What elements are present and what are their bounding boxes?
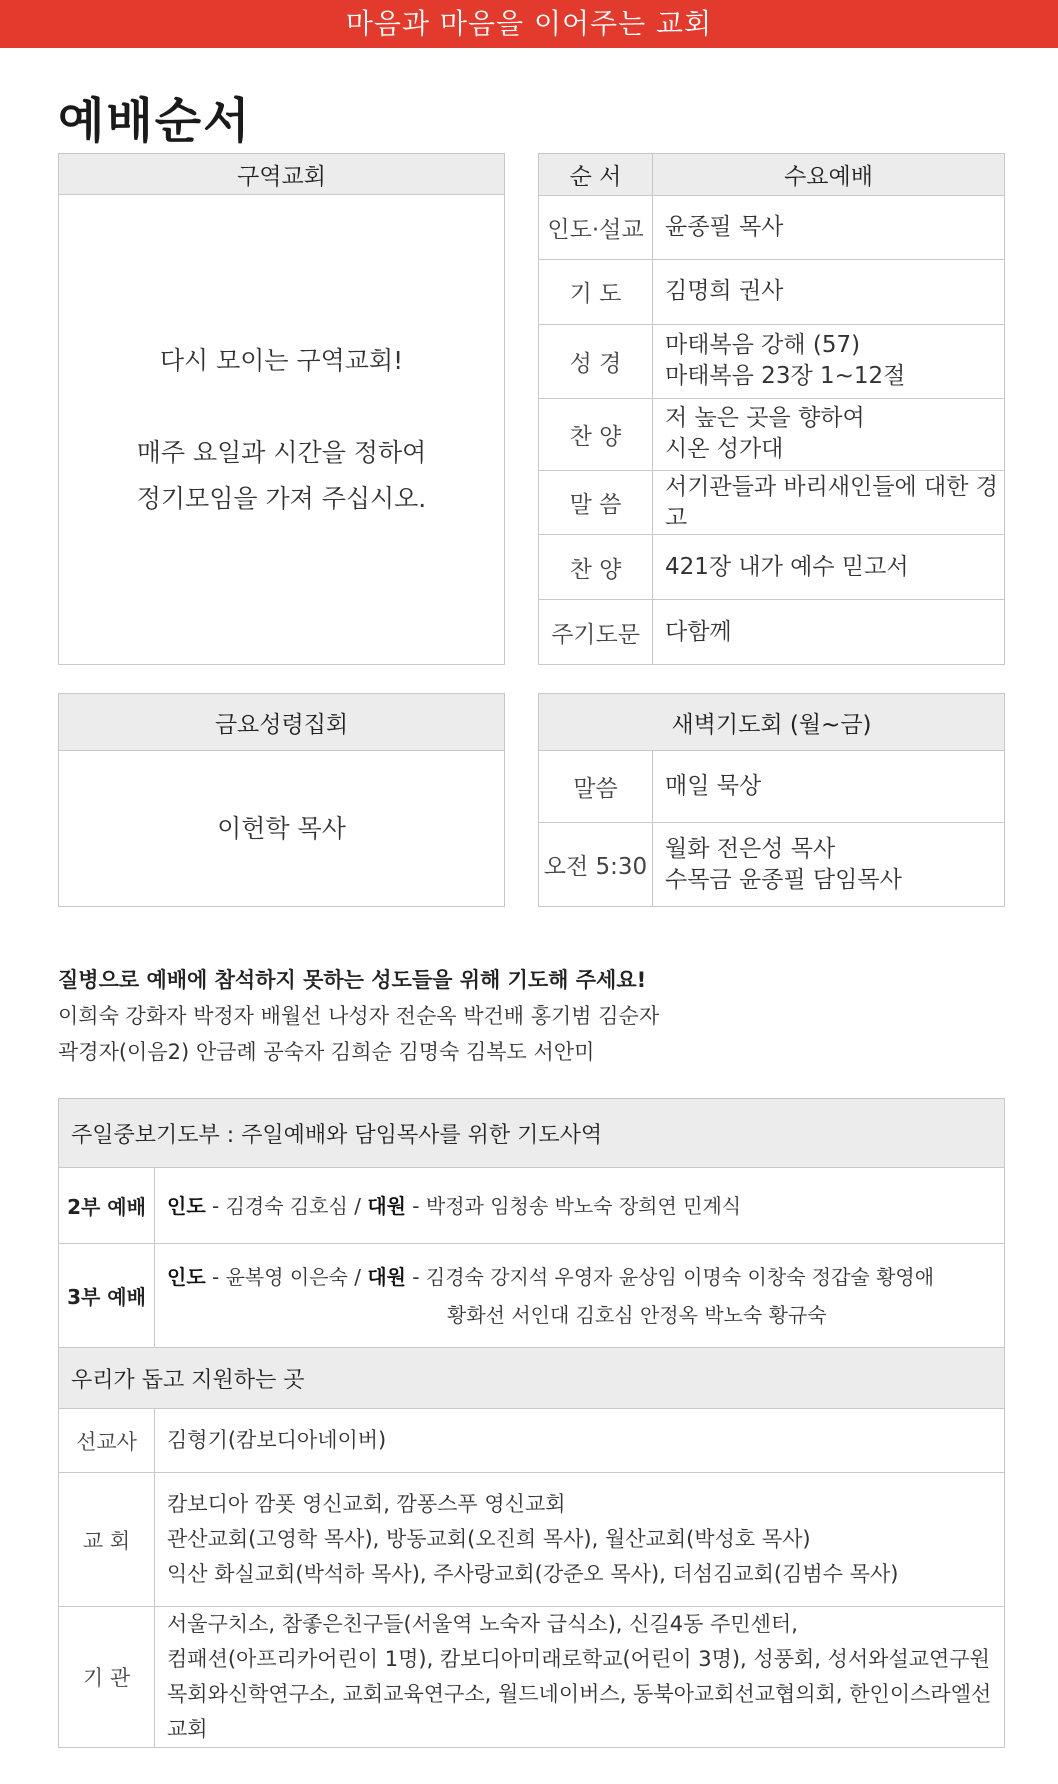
page-title: 예배순서 [58,93,252,149]
dawn-header: 새벽기도회 (월~금) [539,694,1005,751]
dawn-label: 말씀 [539,751,653,823]
order-value: 마태복음 강해 (57) 마태복음 23장 1~12절 [653,324,1005,398]
district-line-2: 매주 요일과 시간을 정하여 [136,437,427,467]
support-list: 서울구치소, 참좋은친구들(서울역 노숙자 급식소), 신길4동 주민센터, 컴패션(아프리카어린이 1명), 캄보디아미래로학교(어린이 3명), 성풍회, 성서와설교연구원 목회와신학연구소, 교회교육연구소, 월드네이버스, 동북아교회선교협의회, 한인이스라엘선교회 [155,1607,1005,1748]
dawn-label: 오전 5:30 [539,823,653,907]
district-church-body [59,195,505,665]
service-label: 3부 예배 [59,1244,155,1348]
order-value: 서기관들과 바리새인들에 대한 경고 [653,470,1005,535]
support-label: 기 관 [59,1607,155,1748]
wednesday-service-table [538,153,1005,665]
friday-service-table [58,693,505,907]
dawn-value: 매일 묵상 [653,751,1005,823]
order-value: 다함께 [653,600,1005,665]
order-label: 성 경 [539,324,653,398]
order-label: 말 씀 [539,470,653,535]
service-members: 인도 - 윤복영 이은숙 / 대원 - 김경숙 강지석 우영자 윤상임 이명숙 이창숙 정갑술 황영애 황화선 서인대 김호심 안정옥 박노숙 황규숙 [155,1244,1005,1348]
ministry-table [58,1098,1005,1748]
district-line-3: 정기모임을 가져 주십시오. [136,483,427,513]
prayer-names-line-2: 곽경자(이음2) 안금례 공숙자 김희순 김명숙 김복도 서안미 [58,1040,595,1064]
order-label: 인도·설교 [539,196,653,260]
order-label: 기 도 [539,259,653,324]
prayer-heading: 질병으로 예배에 참석하지 못하는 성도들을 위해 기도해 주세요! [58,968,647,992]
order-label: 찬 양 [539,535,653,600]
prayer-names-line-1: 이희숙 강화자 박정자 배월선 나성자 전순옥 박건배 홍기범 김순자 [58,1004,660,1028]
order-value: 421장 내가 예수 믿고서 [653,535,1005,600]
order-value: 윤종필 목사 [653,196,1005,260]
top-banner: 마음과 마음을 이어주는 교회 [0,0,1058,48]
service-members: 인도 - 김경숙 김호심 / 대원 - 박정과 임청송 박노숙 장희연 민계식 [155,1168,1005,1244]
service-label: 2부 예배 [59,1168,155,1244]
order-column-header: 순 서 [539,154,653,196]
support-heading: 우리가 돕고 지원하는 곳 [59,1348,1005,1409]
order-value: 저 높은 곳을 향하여 시온 성가대 [653,398,1005,470]
order-label: 주기도문 [539,600,653,665]
dawn-prayer-table [538,693,1005,907]
support-list: 캄보디아 깜폿 영신교회, 깜퐁스푸 영신교회 관산교회(고영학 목사), 방동교회(오진희 목사), 월산교회(박성호 목사) 익산 화실교회(박석하 목사), 주사랑교회(강준오 목사), 더섬김교회(김범수 목사) [155,1473,1005,1607]
wednesday-column-header: 수요예배 [653,154,1005,196]
support-label: 교 회 [59,1473,155,1607]
order-label: 찬 양 [539,398,653,470]
support-list: 김형기(캄보디아네이버) [155,1409,1005,1473]
order-value: 김명희 권사 [653,259,1005,324]
prayer-request [58,962,1008,1070]
dawn-value: 월화 전은성 목사 수목금 윤종필 담임목사 [653,823,1005,907]
district-line-1: 다시 모이는 구역교회! [159,345,404,375]
district-church-header: 구역교회 [59,154,505,195]
district-church-table [58,153,505,665]
friday-header: 금요성령집회 [59,694,505,751]
intercession-heading: 주일중보기도부 : 주일예배와 담임목사를 위한 기도사역 [59,1099,1005,1168]
friday-leader: 이헌학 목사 [59,751,505,907]
support-label: 선교사 [59,1409,155,1473]
